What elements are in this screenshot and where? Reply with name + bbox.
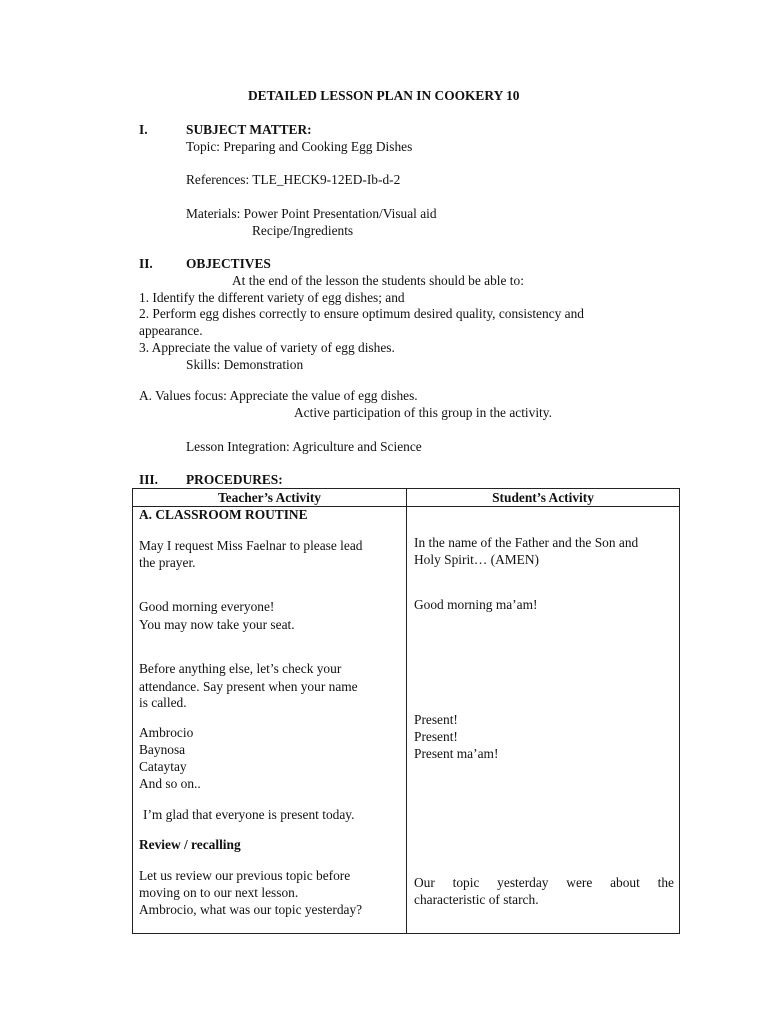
student-name-1: Ambrocio xyxy=(139,725,194,740)
values-focus-2: Active participation of this group in the activity. xyxy=(294,405,552,420)
student-prayer-1: In the name of the Father and the Son and xyxy=(414,535,639,550)
objectives-intro: At the end of the lesson the students should be able to: xyxy=(232,273,524,288)
and-so-on: And so on.. xyxy=(139,776,201,791)
section-1-number: I. xyxy=(139,122,148,137)
teacher-attendance-3: is called. xyxy=(139,695,187,710)
topic-line: Topic: Preparing and Cooking Egg Dishes xyxy=(186,139,413,154)
teacher-review-3: Ambrocio, what was our topic yesterday? xyxy=(139,902,363,917)
teacher-attendance-1: Before anything else, let’s check your xyxy=(139,661,342,676)
teacher-greeting-1: Good morning everyone! xyxy=(139,599,275,614)
classroom-routine-heading: A. CLASSROOM ROUTINE xyxy=(139,507,308,522)
teacher-prayer-1: May I request Miss Faelnar to please lead xyxy=(139,538,363,553)
section-2-number: II. xyxy=(139,256,153,271)
student-activity-header: Student’s Activity xyxy=(492,490,594,505)
teacher-prayer-2: the prayer. xyxy=(139,555,196,570)
document-title: DETAILED LESSON PLAN IN COOKERY 10 xyxy=(248,88,520,103)
student-present-3: Present ma’am! xyxy=(414,746,499,761)
objective-2: 2. Perform egg dishes correctly to ensure optimum desired quality, consistency and xyxy=(139,306,585,321)
objective-1: 1. Identify the different variety of egg dishes; and xyxy=(139,290,405,305)
section-3-heading: PROCEDURES: xyxy=(186,472,283,487)
student-review-1: Our topic yesterday were about the xyxy=(414,875,674,890)
student-name-2: Baynosa xyxy=(139,742,186,757)
table-column-divider xyxy=(406,488,407,934)
skills-line: Skills: Demonstration xyxy=(186,357,304,372)
section-2-heading: OBJECTIVES xyxy=(186,256,271,271)
teacher-greeting-2: You may now take your seat. xyxy=(139,617,295,632)
teacher-review-2: moving on to our next lesson. xyxy=(139,885,299,900)
student-review-2: characteristic of starch. xyxy=(414,892,539,907)
student-greeting: Good morning ma’am! xyxy=(414,597,538,612)
objective-3: 3. Appreciate the value of variety of egg dishes. xyxy=(139,340,395,355)
materials-line: Materials: Power Point Presentation/Visual aid xyxy=(186,206,437,221)
student-present-1: Present! xyxy=(414,712,458,727)
teacher-glad-line: I’m glad that everyone is present today. xyxy=(143,807,355,822)
objective-2-cont: appearance. xyxy=(139,323,203,338)
section-1-heading: SUBJECT MATTER: xyxy=(186,122,312,137)
teacher-review-1: Let us review our previous topic before xyxy=(139,868,351,883)
student-prayer-2: Holy Spirit… (AMEN) xyxy=(414,552,539,567)
section-3-number: III. xyxy=(139,472,158,487)
student-name-3: Cataytay xyxy=(139,759,187,774)
teacher-attendance-2: attendance. Say present when your name xyxy=(139,679,358,694)
materials-line-2: Recipe/Ingredients xyxy=(252,223,354,238)
references-line: References: TLE_HECK9-12ED-Ib-d-2 xyxy=(186,172,401,187)
values-focus: A. Values focus: Appreciate the value of egg dishes. xyxy=(139,388,418,403)
student-present-2: Present! xyxy=(414,729,458,744)
review-heading: Review / recalling xyxy=(139,837,241,852)
teacher-activity-header: Teacher’s Activity xyxy=(217,490,321,505)
lesson-integration: Lesson Integration: Agriculture and Science xyxy=(186,439,422,454)
